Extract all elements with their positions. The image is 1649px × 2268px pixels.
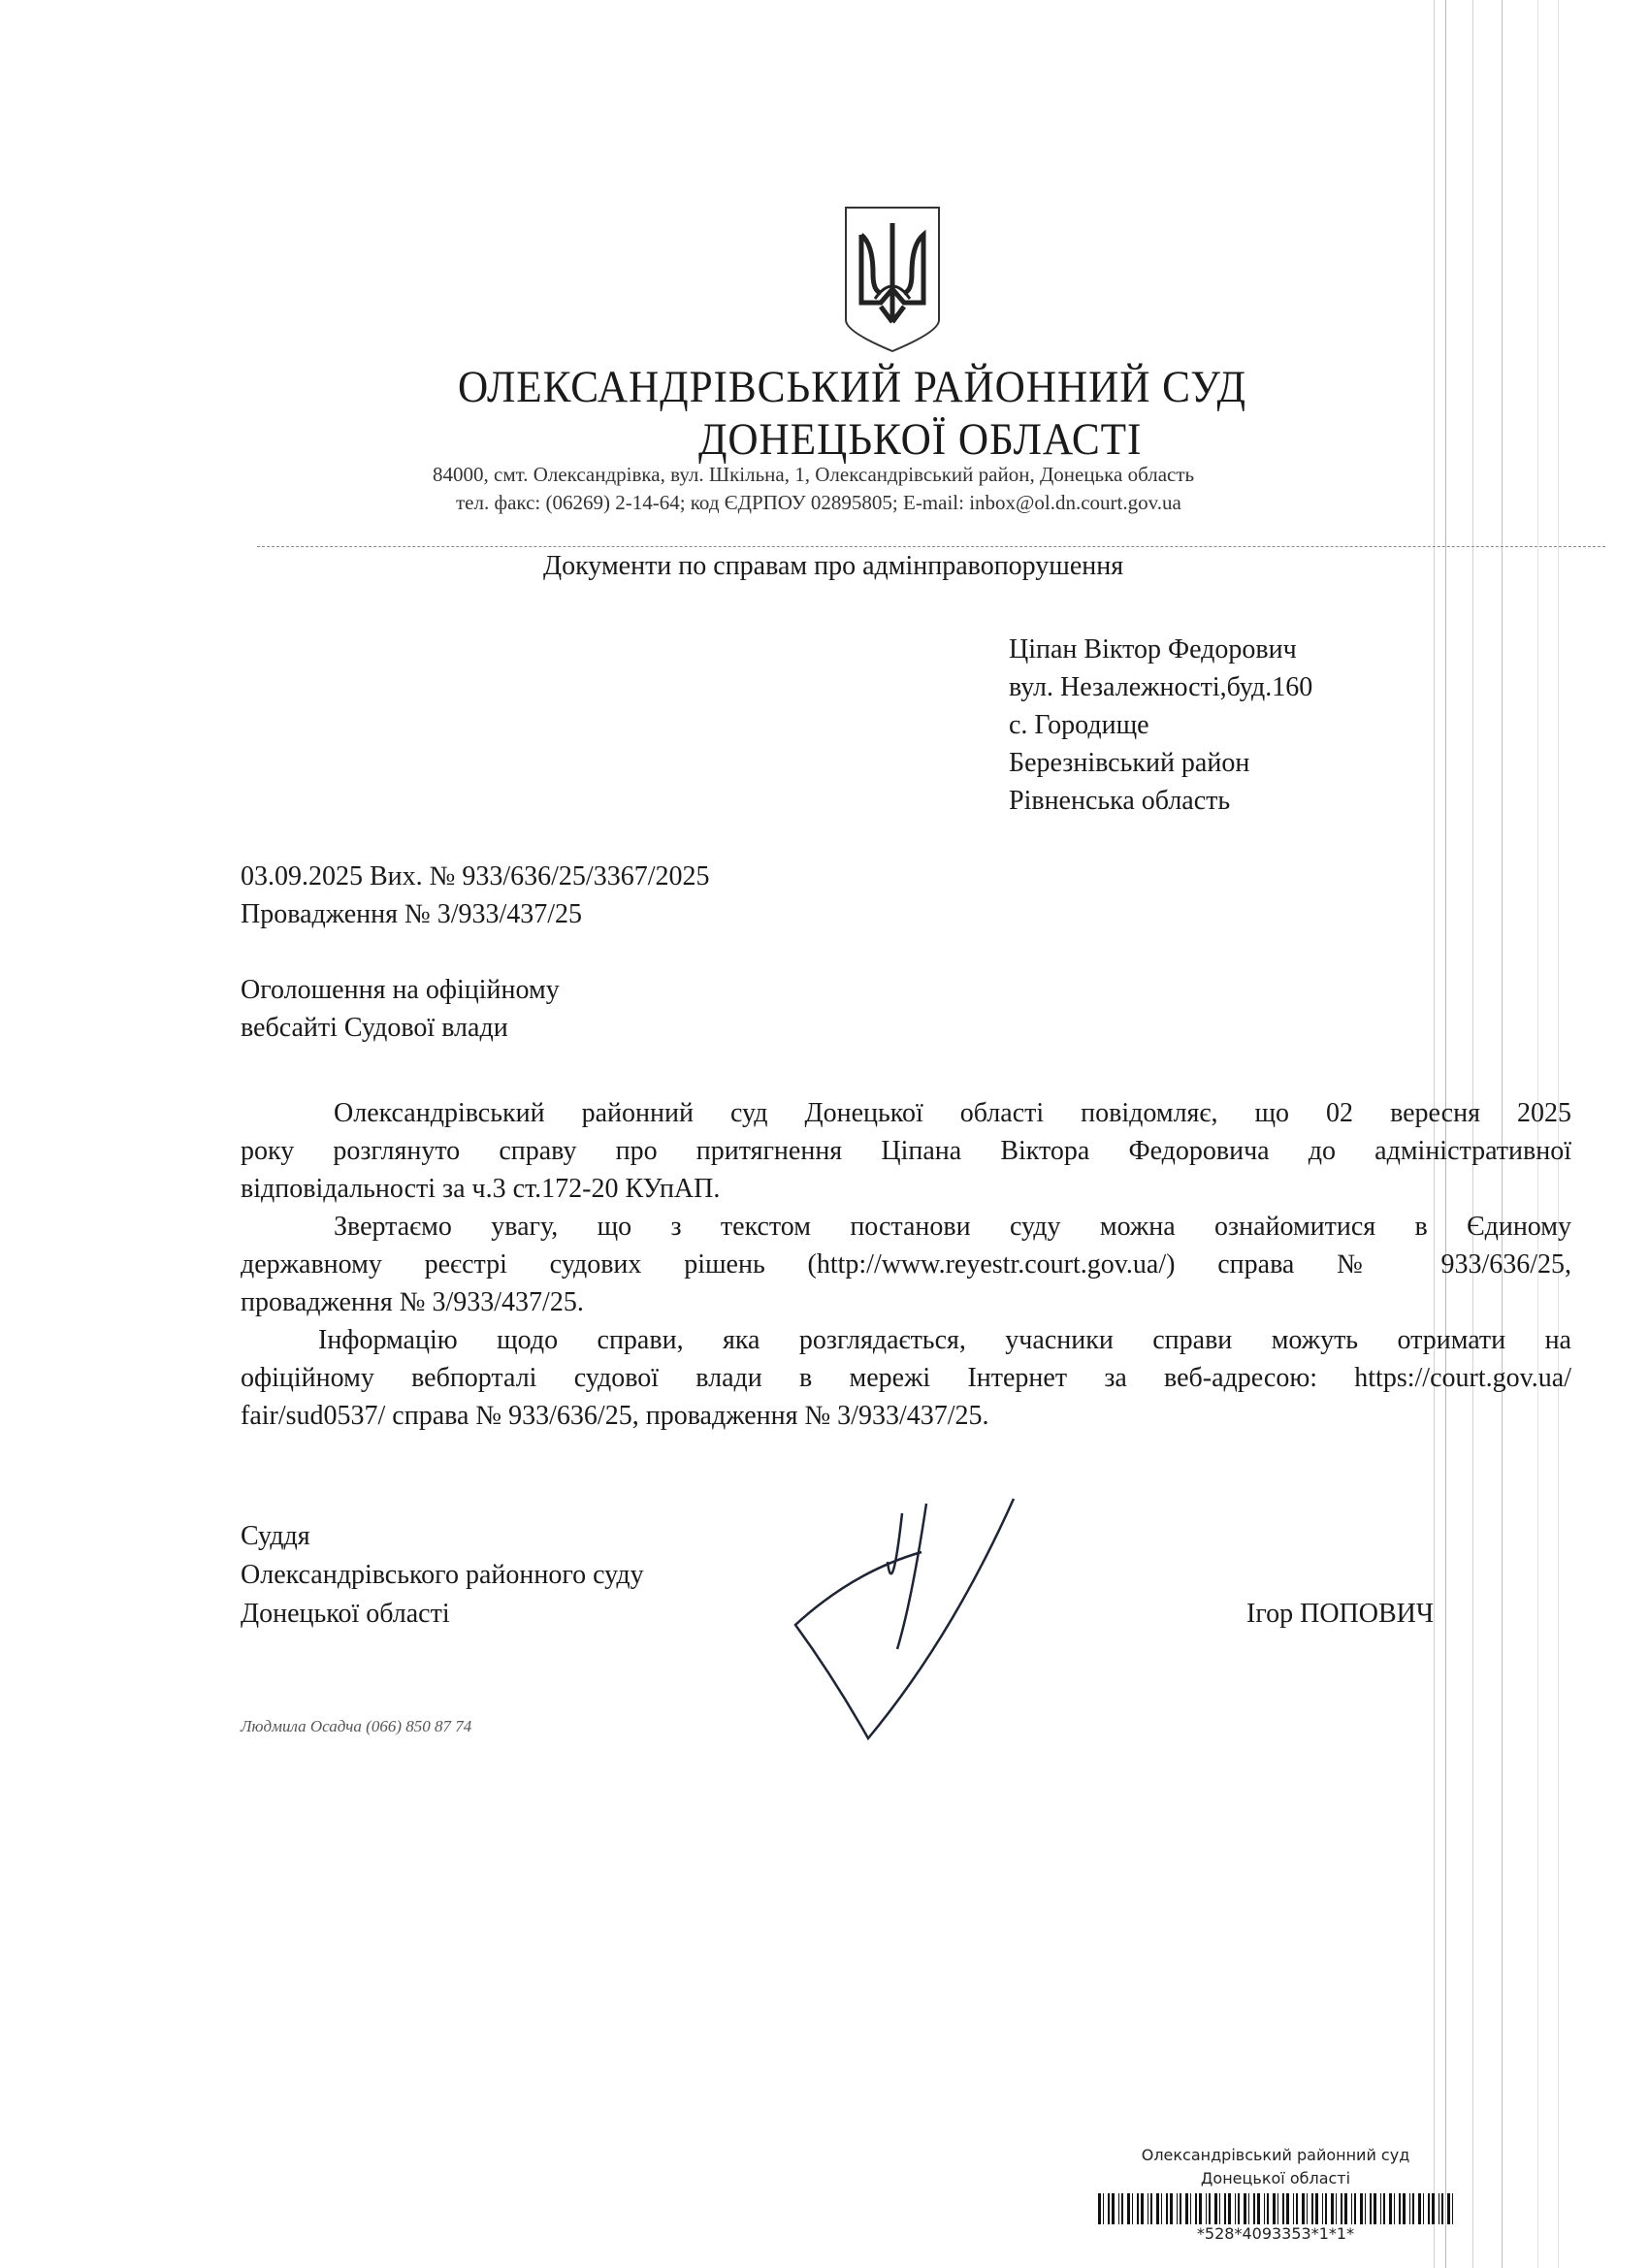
barcode-bar (1127, 2193, 1130, 2224)
barcode-bar (1341, 2193, 1342, 2224)
recipient-district: Березнівський район (1009, 748, 1250, 778)
barcode-bar (1273, 2193, 1276, 2224)
header-divider (257, 546, 1605, 547)
barcode-bar (1235, 2193, 1236, 2224)
subject-line1: Оголошення на офіційному (241, 975, 560, 1005)
barcode-bar (1108, 2193, 1110, 2224)
barcode-bar (1277, 2193, 1278, 2224)
barcode-bar (1161, 2193, 1162, 2224)
barcode-bar (1412, 2193, 1414, 2224)
body-line: Олександрівський районний суд Донецької області повідомляє, що 02 вересня 2025 (334, 1098, 1571, 1128)
barcode-bar (1315, 2193, 1318, 2224)
barcode-bar (1403, 2193, 1406, 2224)
barcode-bar (1209, 2193, 1211, 2224)
court-name-line2: ДОНЕЦЬКОЇ ОБЛАСТІ (698, 414, 1143, 465)
barcode (1098, 2193, 1457, 2224)
barcode-bar (1282, 2193, 1284, 2224)
barcode-bar (1336, 2193, 1337, 2224)
barcode-bar (1360, 2193, 1363, 2224)
body-line: відповідальності за ч.3 ст.172-20 КУпАП. (241, 1174, 721, 1204)
barcode-bar (1166, 2193, 1168, 2224)
barcode-bar (1195, 2193, 1197, 2224)
paragraph-3 (241, 1321, 1571, 1435)
barcode-bar (1238, 2193, 1240, 2224)
body-line: офіційному вебпорталі судової влади в мережі Інтернет за веб-адресою: https://court.gov.ua/ (241, 1363, 1571, 1393)
barcode-bar (1383, 2193, 1385, 2224)
barcode-bar (1103, 2193, 1104, 2224)
court-name-line1: ОЛЕКСАНДРІВСЬКИЙ РАЙОННИЙ СУД (458, 362, 1246, 412)
document-category: Документи по справам про адмінправопорушення (543, 551, 1124, 581)
barcode-court-line1: Олександрівський районний суд (1141, 2146, 1410, 2164)
barcode-bar (1380, 2193, 1381, 2224)
barcode-bar (1199, 2193, 1202, 2224)
barcode-bar (1132, 2193, 1133, 2224)
barcode-bar (1452, 2193, 1453, 2224)
outgoing-number: 03.09.2025 Вих. № 933/636/25/3367/2025 (241, 861, 710, 891)
barcode-bar (1354, 2193, 1356, 2224)
barcode-bar (1307, 2193, 1308, 2224)
barcode-bar (1150, 2193, 1152, 2224)
barcode-bar (1394, 2193, 1395, 2224)
judge-name: Ігор ПОПОВИЧ (1246, 1599, 1435, 1629)
barcode-court-line2: Донецької області (1200, 2169, 1351, 2187)
barcode-bar (1418, 2193, 1421, 2224)
barcode-bar (1370, 2193, 1372, 2224)
barcode-bar (1286, 2193, 1289, 2224)
recipient-region: Рівненська область (1009, 786, 1231, 816)
barcode-bar (1423, 2193, 1424, 2224)
barcode-bar (1302, 2193, 1305, 2224)
barcode-bar (1293, 2193, 1294, 2224)
executor-contact: Людмила Осадча (066) 850 87 74 (241, 1717, 472, 1735)
barcode-bar (1228, 2193, 1231, 2224)
barcode-bar (1137, 2193, 1139, 2224)
barcode-bar (1121, 2193, 1123, 2224)
paragraph-1 (241, 1094, 1571, 1208)
proceeding-number: Провадження № 3/933/437/25 (241, 899, 583, 929)
barcode-bar (1264, 2193, 1265, 2224)
body-line: Звертаємо увагу, що з текстом постанови суду можна ознайомитися в Єдиному (334, 1212, 1571, 1242)
subject-line2: вебсайті Судової влади (241, 1013, 508, 1043)
body-line: року розглянуто справу про притягнення Ціпана Віктора Федоровича до адміністративної (241, 1136, 1571, 1166)
barcode-bar (1267, 2193, 1269, 2224)
barcode-bar (1214, 2193, 1217, 2224)
barcode-bar (1141, 2193, 1144, 2224)
judge-region: Донецької області (241, 1599, 450, 1629)
barcode-bar (1432, 2193, 1435, 2224)
barcode-bar (1389, 2193, 1392, 2224)
barcode-bar (1224, 2193, 1226, 2224)
barcode-bar (1447, 2193, 1450, 2224)
court-contacts: тел. факс: (06269) 2-14-64; код ЄДРПОУ 02895805; E-mail: inbox@ol.dn.court.gov.ua (456, 491, 1181, 514)
barcode-bar (1248, 2193, 1249, 2224)
barcode-bar (1190, 2193, 1191, 2224)
barcode-bar (1399, 2193, 1401, 2224)
barcode-bar (1185, 2193, 1188, 2224)
barcode-bar (1112, 2193, 1115, 2224)
barcode-bar (1170, 2193, 1173, 2224)
recipient-block (1009, 631, 1312, 820)
barcode-bar (1244, 2193, 1246, 2224)
barcode-number: *528*4093353*1*1* (1196, 2224, 1355, 2243)
barcode-bar (1206, 2193, 1207, 2224)
barcode-bar (1331, 2193, 1334, 2224)
body-line: державному реєстрі судових рішень (http://www.reyestr.court.gov.ua/) справа № 933/636/25, (241, 1249, 1571, 1280)
barcode-bar (1296, 2193, 1298, 2224)
barcode-bar (1156, 2193, 1159, 2224)
barcode-bar (1177, 2193, 1178, 2224)
barcode-bar (1351, 2193, 1352, 2224)
barcode-bar (1322, 2193, 1323, 2224)
body-text (241, 1094, 1571, 1435)
barcode-bar (1344, 2193, 1347, 2224)
barcode-bar (1219, 2193, 1220, 2224)
barcode-bar (1257, 2193, 1260, 2224)
body-line: fair/sud0537/ справа № 933/636/25, провадження № 3/933/437/25. (241, 1401, 989, 1431)
judge-title: Суддя (241, 1521, 310, 1551)
barcode-bar (1253, 2193, 1255, 2224)
paragraph-2 (241, 1208, 1571, 1321)
body-line: провадження № 3/933/437/25. (241, 1287, 584, 1317)
recipient-village: с. Городище (1009, 710, 1149, 740)
court-address: 84000, смт. Олександрівка, вул. Шкільна, 1, Олександрівський район, Донецька область (433, 463, 1195, 486)
barcode-bar (1325, 2193, 1327, 2224)
barcode-bar (1311, 2193, 1313, 2224)
barcode-bar (1374, 2193, 1376, 2224)
barcode-bar (1441, 2193, 1443, 2224)
recipient-street: вул. Незалежності,буд.160 (1009, 672, 1313, 702)
handwritten-signature (776, 1484, 1145, 1775)
barcode-bar (1365, 2193, 1366, 2224)
coat-of-arms-icon (842, 206, 943, 353)
barcode-bar (1118, 2193, 1119, 2224)
barcode-bar (1409, 2193, 1410, 2224)
body-line: Інформацію щодо справи, яка розглядається, учасники справи можуть отримати на (318, 1325, 1571, 1355)
barcode-bar (1098, 2193, 1101, 2224)
recipient-name: Ціпан Віктор Федорович (1009, 634, 1297, 664)
barcode-bar (1428, 2193, 1430, 2224)
barcode-bar (1180, 2193, 1181, 2224)
judge-court: Олександрівського районного суду (241, 1560, 644, 1590)
